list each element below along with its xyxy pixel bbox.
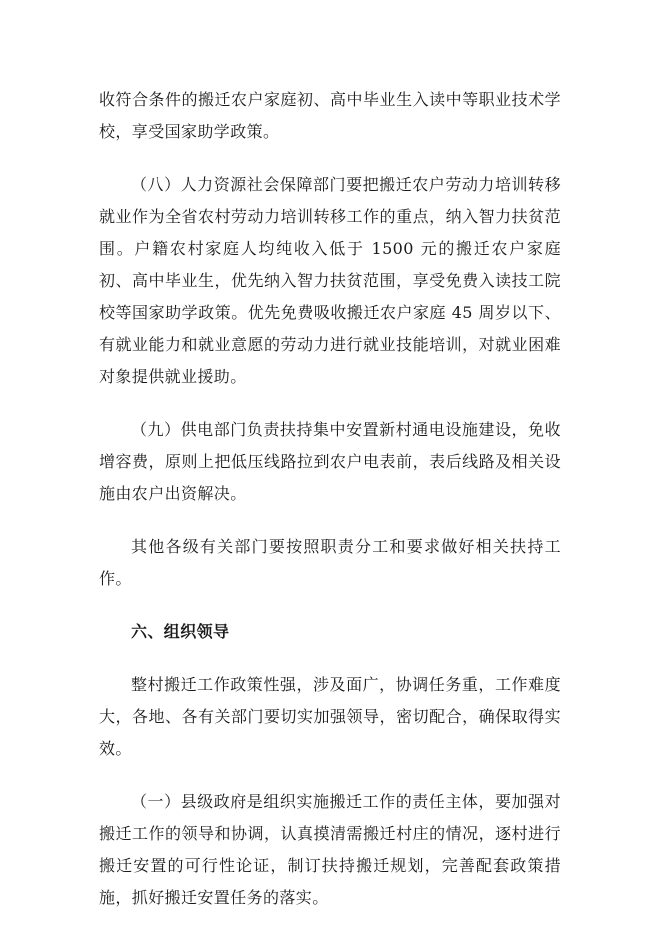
document-body	[99, 84, 561, 935]
paragraph-other-departments: 其他各级有关部门要按照职责分工和要求做好相关扶持工作。	[99, 537, 561, 588]
paragraph-item-8: （八）人力资源社会保障部门要把搬迁农户劳动力培训转移就业作为全省农村劳动力培训转移工作的重点，纳入智力扶贫范围。户籍农村家庭人均纯收入低于 1500 元的搬迁农户家庭初、高中毕业生，优先纳入智力扶贫范围，享受免费入读技工院校等国家助学政策。优先免费吸收搬迁农户家庭 45 周岁以下、有就业能力和就业意愿的劳动力进行就业技能培训，对就业困难对象提供就业援助。	[99, 175, 561, 386]
paragraph-item-9: （九）供电部门负责扶持集中安置新村通电设施建设，免收增容费，原则上把低压线路拉到农户电表前，表后线路及相关设施由农户出资解决。	[99, 420, 561, 503]
section-heading-organization: 六、组织领导	[131, 622, 230, 641]
paragraph-item-1: （一）县级政府是组织实施搬迁工作的责任主体，要加强对搬迁工作的领导和协调，认真摸清需搬迁村庄的情况，逐村进行搬迁安置的可行性论证，制订扶持搬迁规划，完善配套政策措施，抓好搬迁安置任务的落实。	[99, 792, 561, 907]
paragraph-continuation: 收符合条件的搬迁农户家庭初、高中毕业生入读中等职业技术学校，享受国家助学政策。	[99, 90, 561, 141]
paragraph-section-intro: 整村搬迁工作政策性强，涉及面广，协调任务重，工作难度大，各地、各有关部门要切实加强领导，密切配合，确保取得实效。	[99, 675, 561, 758]
